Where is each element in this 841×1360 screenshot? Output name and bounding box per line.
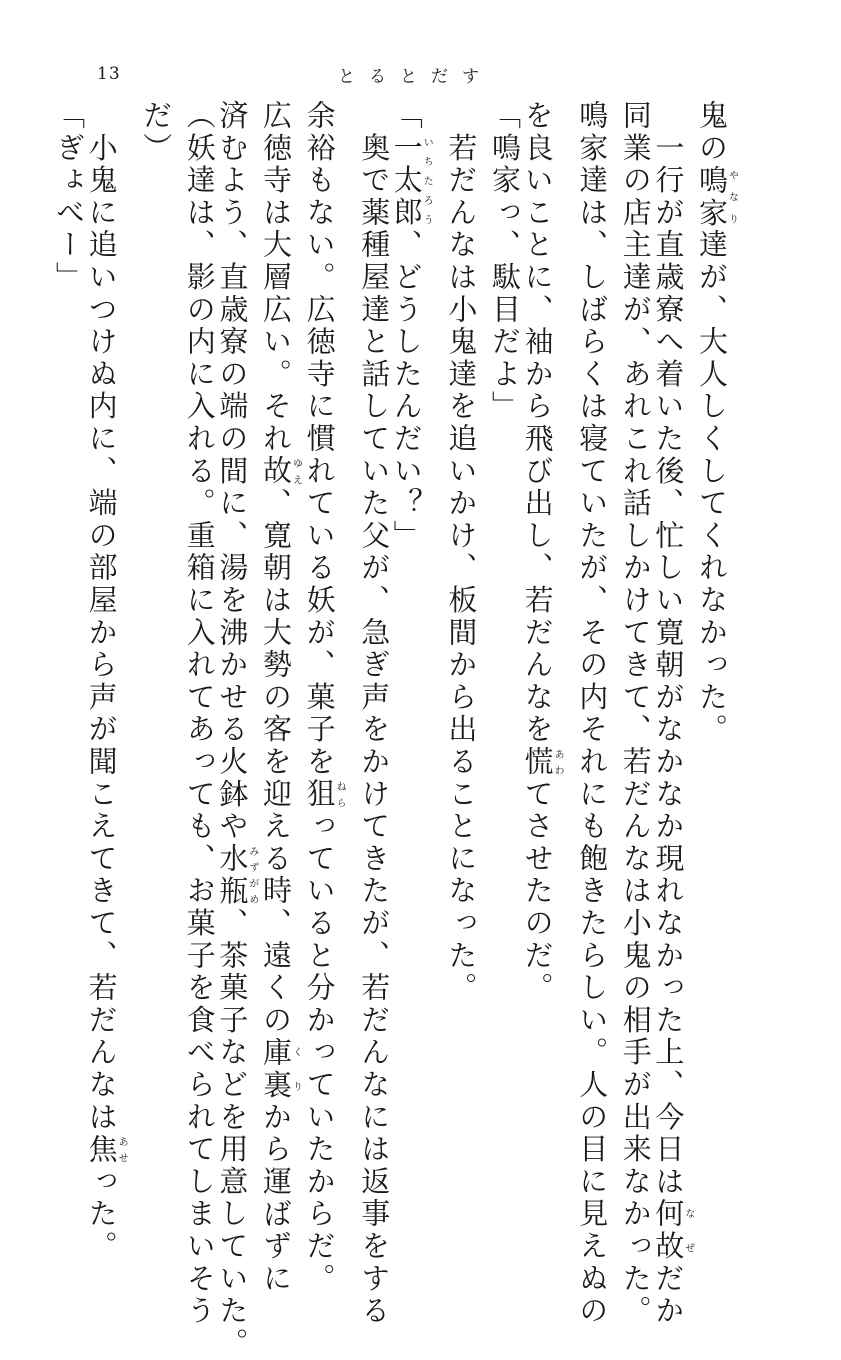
- text-column: [259, 100, 302, 1296]
- ruby-base: 庫裏: [259, 1036, 293, 1102]
- ruby-base: 水瓶: [215, 842, 250, 908]
- ruby-reading: ねら: [334, 778, 346, 811]
- text-segment: 、どうしたんだい？」: [389, 229, 424, 553]
- ruby-word: [302, 778, 346, 811]
- text-segment: 一行が直歳寮へ着いた後、忙しい寛朝がなかなか現れなかった上、今日は: [651, 100, 686, 1199]
- ruby-reading: みずがめ: [246, 842, 258, 908]
- text-segment: を良いことに、袖から飛び出し、若だんなを: [520, 100, 555, 746]
- text-column: [651, 100, 694, 1328]
- ruby-word: [520, 746, 564, 779]
- ruby-word: [84, 1133, 128, 1166]
- text-column: [180, 100, 217, 1328]
- ruby-word: [651, 1198, 694, 1263]
- text-segment: 奥で薬種屋達と話していた父が、急ぎ声をかけてきたが、若だんなには返事をする: [357, 100, 392, 1328]
- ruby-reading: あせ: [116, 1133, 128, 1166]
- ruby-base: 何故: [651, 1198, 686, 1263]
- text-column: [572, 100, 610, 1328]
- ruby-base: 鳴家: [695, 164, 729, 230]
- ruby-base: 焦: [84, 1133, 119, 1166]
- text-segment: 「ぎょべー」: [52, 100, 86, 294]
- text-segment: 鳴家達は、しばらくは寝ていたが、その内それにも飽きたらしい。人の目に見えぬの: [575, 100, 610, 1328]
- text-column: [616, 100, 653, 1328]
- ruby-word: [215, 842, 258, 908]
- text-segment: った。: [84, 1165, 119, 1263]
- ruby-reading: やなり: [726, 164, 738, 230]
- text-segment: から運ばずに: [259, 1101, 293, 1296]
- text-column: [520, 100, 564, 1180]
- ruby-word: [259, 1036, 302, 1102]
- text-segment: （妖達は、影の内に入れる。重箱に入れてあっても、お菓子を食べられてしまいそう: [182, 100, 217, 1328]
- text-segment: だか: [651, 1262, 686, 1328]
- ruby-base: 慌: [520, 746, 555, 779]
- text-segment: 「鳴家っ、駄目だよ」: [488, 100, 522, 423]
- text-column: [389, 100, 433, 1180]
- ruby-reading: なぜ: [682, 1198, 694, 1263]
- text-column: [354, 100, 392, 1328]
- text-column: [136, 100, 174, 1180]
- text-segment: 余裕もない。広徳寺に慣れている妖が、菓子を: [302, 100, 337, 779]
- text-segment: 達が、大人しくしてくれなかった。: [695, 229, 729, 747]
- text-segment: 若だんなは小鬼達を追いかけ、板間から出ることになった。: [444, 100, 479, 1005]
- page-number: 13: [97, 64, 121, 84]
- text-segment: 済むよう、直歳寮の端の間に、湯を沸かせる火鉢や: [215, 100, 250, 843]
- ruby-base: 一太郎: [389, 132, 424, 230]
- text-segment: 「: [389, 100, 424, 133]
- text-column: [49, 100, 86, 1180]
- text-column: [695, 100, 738, 1180]
- text-column: [441, 100, 479, 1180]
- text-segment: 、茶菓子などを用意していた。: [215, 907, 250, 1360]
- ruby-base: 狙: [302, 778, 337, 811]
- text-segment: てさせたのだ。: [520, 778, 555, 1005]
- ruby-base: 故: [259, 455, 293, 488]
- running-title: とるとだす: [338, 67, 493, 87]
- text-segment: 、寛朝は大勢の客を迎える時、遠くの: [259, 487, 293, 1037]
- ruby-word: [695, 164, 738, 230]
- text-column: [215, 100, 258, 1360]
- text-column: [302, 100, 346, 1296]
- text-segment: 同業の店主達が、あれこれ話しかけてきて、若だんなは小鬼の相手が出来なかった。: [618, 100, 653, 1328]
- ruby-reading: ゆえ: [290, 455, 302, 488]
- text-segment: だ）: [139, 100, 174, 165]
- ruby-reading: くり: [290, 1036, 302, 1102]
- text-segment: 小鬼に追いつけぬ内に、端の部屋から声が聞こえてきて、若だんなは: [84, 100, 119, 1134]
- ruby-reading: いちたろう: [421, 132, 433, 230]
- text-column: [485, 100, 522, 1180]
- text-column: [84, 100, 128, 1263]
- ruby-word: [259, 455, 302, 488]
- ruby-word: [389, 132, 433, 230]
- ruby-reading: あわ: [552, 746, 564, 779]
- text-segment: 鬼の: [695, 100, 729, 165]
- text-segment: 広徳寺は大層広い。それ: [259, 100, 293, 456]
- text-segment: っていると分かっていたからだ。: [302, 810, 337, 1296]
